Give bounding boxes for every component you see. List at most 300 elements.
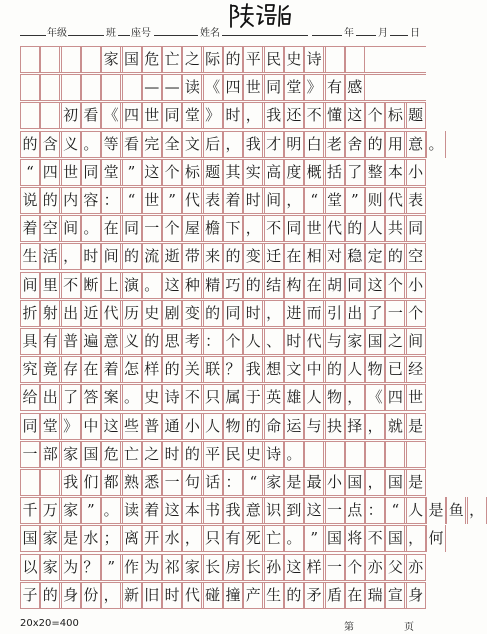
grid-cell: 开 [142, 525, 162, 552]
grid-cell: 小 [325, 469, 345, 496]
grid-cell: 命 [264, 413, 284, 440]
grid-cell: 产 [243, 582, 263, 609]
grid-cell: 明 [284, 131, 304, 158]
grid-cell: 究 [20, 356, 40, 383]
grid-cell: 家 [345, 328, 365, 355]
grid-cell [61, 46, 81, 73]
grid-cell: 史 [284, 46, 304, 73]
grid-cell: 标 [385, 102, 405, 129]
grid-cell: 度 [284, 159, 304, 186]
grid-cell: 空 [40, 215, 60, 242]
grid-cell: 出 [345, 300, 365, 327]
grid-cell: 死 [243, 525, 263, 552]
grid-cell [81, 74, 101, 101]
grid-cell [20, 46, 40, 73]
grid-cell: 在 [101, 215, 121, 242]
grid-cell: 关 [182, 356, 202, 383]
grid-cell: 矛 [304, 582, 324, 609]
grid-cell: — [142, 74, 162, 101]
grid-cell: 就 [385, 413, 405, 440]
grid-cell: 万 [40, 497, 60, 524]
grid-cell: 代 [304, 328, 324, 355]
grid-cell: 这 [101, 413, 121, 440]
grid-cell: 生 [264, 582, 284, 609]
grid-cell: 看 [81, 102, 101, 129]
grid-cell: 。 [81, 131, 101, 158]
grid-cell: 存 [61, 356, 81, 383]
grid-cell: 一 [385, 300, 405, 327]
grid-cell: 迁 [264, 243, 284, 270]
grid-cell: 用 [385, 131, 405, 158]
grid-cell: 与 [304, 413, 324, 440]
grid-cell: 的 [325, 356, 345, 383]
grid-cell: ： [203, 328, 223, 355]
grid-cell: 书 [203, 497, 223, 524]
grid-cell: 结 [264, 272, 284, 299]
grid-cell: 题 [203, 159, 223, 186]
day-label: 日 [410, 28, 420, 39]
grid-cell: 通 [162, 413, 182, 440]
grid-cell: 来 [203, 243, 223, 270]
grid-cell: ” [101, 554, 121, 581]
grid-cell: 整 [365, 159, 385, 186]
grid-cell: 出 [61, 300, 81, 327]
grid-cell: 亦 [406, 554, 426, 581]
grid-cell: 是 [406, 413, 426, 440]
grid-cell: 普 [142, 413, 162, 440]
grid-cell: 了 [365, 300, 385, 327]
grid-cell: 国 [365, 328, 385, 355]
grid-cell: 变 [182, 300, 202, 327]
grid-cell: 感 [345, 74, 365, 101]
grid-cell: 子 [20, 582, 40, 609]
grid-cell: 这 [162, 272, 182, 299]
grid-cell: ： [365, 497, 385, 524]
grid-cell: 史 [142, 384, 162, 411]
grid-cell: 个 [162, 159, 182, 186]
grid-cell: 宣 [385, 582, 405, 609]
grid-cell: 含 [40, 131, 60, 158]
grid-cell: 同 [20, 413, 40, 440]
grid-cell: 世 [304, 215, 324, 242]
grid-cell: 的 [40, 187, 60, 214]
grid-cell: 话 [203, 469, 223, 496]
grid-cell: ， [101, 582, 121, 609]
sheet-header [0, 20, 448, 40]
grid-cell: 史 [142, 300, 162, 327]
grid-cell: “ [243, 469, 263, 496]
grid-cell [406, 441, 426, 468]
grid-cell: 《 [203, 74, 223, 101]
grid-cell [61, 74, 81, 101]
grid-cell: 千 [20, 497, 40, 524]
grid-cell: 作 [122, 554, 142, 581]
grid-cell: 小 [406, 272, 426, 299]
grid-cell: 全 [162, 131, 182, 158]
grid-cell: 进 [284, 300, 304, 327]
grid-cell: 了 [61, 384, 81, 411]
class-blank-2 [118, 35, 130, 36]
grid-cell: 。 [81, 215, 101, 242]
grid-cell: 射 [40, 300, 60, 327]
grid-cell: 到 [284, 497, 304, 524]
grid-cell: 身 [406, 582, 426, 609]
grid-cell: 同 [122, 215, 142, 242]
grid-cell: 还 [284, 102, 304, 129]
grid-cell: 这 [304, 497, 324, 524]
grid-cell [20, 102, 40, 129]
grid-cell: 部 [40, 441, 60, 468]
grid-cell [20, 469, 40, 496]
grid-cell [345, 46, 365, 73]
month-label: 月 [378, 28, 388, 39]
grid-cell: 人 [365, 215, 385, 242]
grid-cell: 》 [61, 413, 81, 440]
grid-cell: “ [20, 159, 40, 186]
grid-cell: 国 [325, 525, 345, 552]
grid-cell: 同 [264, 74, 284, 101]
grid-cell: 同 [81, 159, 101, 186]
grid-cell: 堂 [325, 187, 345, 214]
grid-cell: 份 [81, 582, 101, 609]
grid-cell: 盾 [325, 582, 345, 609]
grid-cell: 个 [162, 215, 182, 242]
grade-label: 年级 [47, 28, 67, 39]
grid-cell [385, 441, 405, 468]
grid-cell: ， [365, 469, 385, 496]
grid-cell: 一 [325, 554, 345, 581]
grid-cell: 下 [223, 215, 243, 242]
grid-cell: 点 [345, 497, 365, 524]
grid-cell: 意 [101, 328, 121, 355]
grid-cell: ？ [223, 356, 243, 383]
grid-cell: 是 [61, 525, 81, 552]
grid-cell: 相 [304, 243, 324, 270]
grid-cell: 中 [304, 356, 324, 383]
grid-cell: 不 [61, 272, 81, 299]
grid-cell: 的 [385, 243, 405, 270]
grid-cell: 史 [243, 441, 263, 468]
grid-cell: 内 [61, 187, 81, 214]
grid-cell: 时 [243, 187, 263, 214]
grid-cell: 国 [81, 441, 101, 468]
grid-cell: 的 [20, 131, 40, 158]
grid-cell: 将 [345, 525, 365, 552]
grid-cell: 流 [142, 243, 162, 270]
grid-cell: 经 [406, 356, 426, 383]
grid-cell: 了 [345, 159, 365, 186]
year-blank [312, 35, 342, 36]
grid-cell: 国 [20, 525, 40, 552]
grid-cell: 的 [182, 441, 202, 468]
grid-cell: 剧 [162, 300, 182, 327]
grid-cell: 些 [122, 413, 142, 440]
grid-cell: 时 [162, 441, 182, 468]
grid-cell: 父 [385, 554, 405, 581]
grid-cell: 一 [20, 441, 40, 468]
grid-cell: 精 [203, 272, 223, 299]
grid-cell: 概 [304, 159, 324, 186]
grid-cell: 我 [223, 497, 243, 524]
grid-cell: 则 [365, 187, 385, 214]
grid-cell: 文 [182, 131, 202, 158]
grid-cell: 》 [304, 74, 324, 101]
day-blank [390, 35, 408, 36]
grid-cell: 本 [182, 497, 202, 524]
grid-cell [81, 46, 101, 73]
grid-cell: 在 [345, 582, 365, 609]
grid-cell [40, 102, 60, 129]
grid-cell: 之 [142, 441, 162, 468]
grid-cell: 生 [20, 243, 40, 270]
grid-cell: 只 [203, 384, 223, 411]
grid-cell: 不 [365, 525, 385, 552]
grid-cell: 、 [264, 328, 284, 355]
grid-cell: “ [122, 187, 142, 214]
grid-cell: 悉 [142, 469, 162, 496]
grid-cell: 上 [101, 272, 121, 299]
grid-cell [365, 441, 385, 468]
grid-cell: 间 [20, 272, 40, 299]
grid-cell: 世 [61, 159, 81, 186]
grid-cell: 着 [101, 356, 121, 383]
grid-cell: 檐 [203, 215, 223, 242]
grid-cell: 最 [304, 469, 324, 496]
grid-cell: 这 [162, 497, 182, 524]
grid-cell: 》 [203, 102, 223, 129]
grid-cell: 的 [243, 413, 263, 440]
grid-cell: 孙 [264, 554, 284, 581]
grid-cell: 同 [284, 215, 304, 242]
grid-cell: 熟 [122, 469, 142, 496]
grid-cell: 间 [61, 215, 81, 242]
grid-cell: 义 [122, 328, 142, 355]
grid-cell: 的 [345, 215, 365, 242]
grid-cell: 《 [101, 102, 121, 129]
grid-cell: 完 [142, 131, 162, 158]
grid-cell: 四 [122, 102, 142, 129]
grid-cell: 是 [284, 469, 304, 496]
grid-cell: 折 [20, 300, 40, 327]
grid-cell: 四 [223, 74, 243, 101]
grid-cell: 堂 [40, 413, 60, 440]
grid-cell: 以 [20, 554, 40, 581]
grid-cell: 逝 [162, 243, 182, 270]
grid-cell: ” [81, 497, 101, 524]
grid-cell: 同 [345, 272, 365, 299]
grid-cell: 世 [243, 74, 263, 101]
grid-cell: ” [122, 159, 142, 186]
grid-cell: 际 [203, 46, 223, 73]
grid-cell: 物 [365, 356, 385, 383]
grid-cell: 实 [243, 159, 263, 186]
grid-cell: 胡 [325, 272, 345, 299]
grid-cell: “ [385, 497, 405, 524]
grid-cell: 个 [385, 272, 405, 299]
grid-cell: 文 [284, 356, 304, 383]
grid-cell: 在 [284, 243, 304, 270]
grid-cell: 世 [142, 187, 162, 214]
grid-cell: 人 [203, 413, 223, 440]
grid-cell: 间 [101, 243, 121, 270]
grid-cell: 我 [264, 102, 284, 129]
year-label: 年 [344, 28, 354, 39]
grid-cell: 样 [142, 356, 162, 383]
grid-cell: 为 [142, 554, 162, 581]
grid-cell: 代 [385, 187, 405, 214]
class-label: 班 [106, 28, 116, 39]
grid-cell: 时 [284, 328, 304, 355]
grid-cell: 家 [182, 554, 202, 581]
grid-cell [325, 46, 345, 73]
grid-cell: 我 [243, 131, 263, 158]
grid-cell: 时 [223, 102, 243, 129]
grid-cell: ， [243, 102, 263, 129]
grid-cell: ， [467, 497, 487, 524]
grid-cell: 的 [243, 272, 263, 299]
grid-cell: 时 [81, 243, 101, 270]
grid-cell: 们 [81, 469, 101, 496]
grid-cell: 家 [40, 525, 60, 552]
grid-cell: 着 [142, 497, 162, 524]
grid-cell: 民 [264, 46, 284, 73]
grid-cell: 看 [122, 131, 142, 158]
grid-cell: 家 [101, 46, 121, 73]
grid-cell: 的 [162, 356, 182, 383]
grid-cell: 已 [385, 356, 405, 383]
grid-cell: 的 [284, 582, 304, 609]
grid-cell: 小 [406, 159, 426, 186]
grid-cell: 里 [40, 272, 60, 299]
grid-cell: 个 [345, 554, 365, 581]
grid-cell: 为 [61, 554, 81, 581]
grid-cell: 识 [264, 497, 284, 524]
grid-cell: 代 [182, 187, 202, 214]
grid-cell: 意 [243, 497, 263, 524]
grid-cell: 的 [365, 131, 385, 158]
grid-cell: 的 [223, 46, 243, 73]
grid-cell: 我 [243, 356, 263, 383]
grid-cell: 人 [243, 328, 263, 355]
grid-cell: 表 [406, 187, 426, 214]
grid-cell: 义 [61, 131, 81, 158]
grid-cell: 同 [223, 300, 243, 327]
grid-cell [325, 441, 345, 468]
grid-cell: 雄 [284, 384, 304, 411]
page-unit: 页 [404, 622, 414, 633]
grid-cell: 水 [81, 525, 101, 552]
grid-cell: 意 [406, 131, 426, 158]
grid-cell: 之 [182, 46, 202, 73]
grid-cell: 着 [20, 215, 40, 242]
grid-cell: 人 [345, 356, 365, 383]
grid-cell: 平 [203, 441, 223, 468]
grid-cell: 初 [61, 102, 81, 129]
grid-cell: 间 [264, 187, 284, 214]
grid-cell: 出 [40, 384, 60, 411]
grid-cell: 亦 [365, 554, 385, 581]
grid-cell: 读 [122, 497, 142, 524]
grid-cell: ， [182, 525, 202, 552]
grid-cell: 活 [40, 243, 60, 270]
handwritten-signature [228, 0, 292, 30]
grid-cell: 稳 [345, 243, 365, 270]
grid-cell: 的 [223, 243, 243, 270]
grid-cell: 题 [406, 102, 426, 129]
grid-cell: 想 [264, 356, 284, 383]
grid-cell: 。 [426, 131, 446, 158]
grid-cell: 而 [304, 300, 324, 327]
grade-blank [20, 35, 46, 36]
grid-cell: 运 [284, 413, 304, 440]
grid-cell: 。 [101, 497, 121, 524]
grid-cell: 家 [264, 469, 284, 496]
grid-cell: 表 [203, 187, 223, 214]
grid-cell: 本 [385, 159, 405, 186]
grid-cell: ” [345, 187, 365, 214]
grid-cell: 白 [304, 131, 324, 158]
grid-cell: ， [223, 131, 243, 158]
grid-cell: 四 [40, 159, 60, 186]
grid-cell: 普 [61, 328, 81, 355]
grid-cell [345, 441, 365, 468]
grid-cell: 长 [203, 554, 223, 581]
grid-cell: 是 [406, 469, 426, 496]
grid-cell: 我 [61, 469, 81, 496]
grid-cell: 其 [223, 159, 243, 186]
grid-cell: 怎 [122, 356, 142, 383]
grid-cell: 断 [81, 272, 101, 299]
grid-cell [122, 74, 142, 101]
grid-cell: 瑞 [365, 582, 385, 609]
grid-cell: 屋 [182, 215, 202, 242]
grid-cell: 有 [223, 525, 243, 552]
grid-cell: 。 [122, 384, 142, 411]
grid-cell: 不 [264, 215, 284, 242]
grid-cell: 诗 [162, 384, 182, 411]
name-blank [222, 35, 308, 36]
grid-cell: 水 [162, 525, 182, 552]
grid-cell: 民 [223, 441, 243, 468]
grid-cell: 答 [81, 384, 101, 411]
grid-cell: 家 [61, 441, 81, 468]
grid-cell: 一 [162, 469, 182, 496]
grid-cell: 有 [40, 328, 60, 355]
grid-cell: 祁 [162, 554, 182, 581]
grid-cell: 说 [20, 187, 40, 214]
grid-cell: 择 [345, 413, 365, 440]
grid-cell: 高 [264, 159, 284, 186]
grid-cell: “ [304, 187, 324, 214]
grid-cell: 个 [223, 328, 243, 355]
grid-cell: 历 [122, 300, 142, 327]
grid-cell: 等 [101, 131, 121, 158]
grid-cell: 亡 [162, 46, 182, 73]
grid-cell: 空 [406, 243, 426, 270]
class-blank [68, 35, 104, 36]
grid-cell: 。 [284, 525, 304, 552]
grid-cell: 诗 [304, 46, 324, 73]
grid-cell: 同 [162, 102, 182, 129]
grid-cell: 国 [385, 469, 405, 496]
grid-cell: 近 [81, 300, 101, 327]
grid-cell: 个 [406, 300, 426, 327]
grid-cell [304, 441, 324, 468]
grid-cell: 堂 [182, 102, 202, 129]
grid-cell: 的 [122, 243, 142, 270]
grid-cell: 演 [122, 272, 142, 299]
grid-cell: 家 [40, 554, 60, 581]
